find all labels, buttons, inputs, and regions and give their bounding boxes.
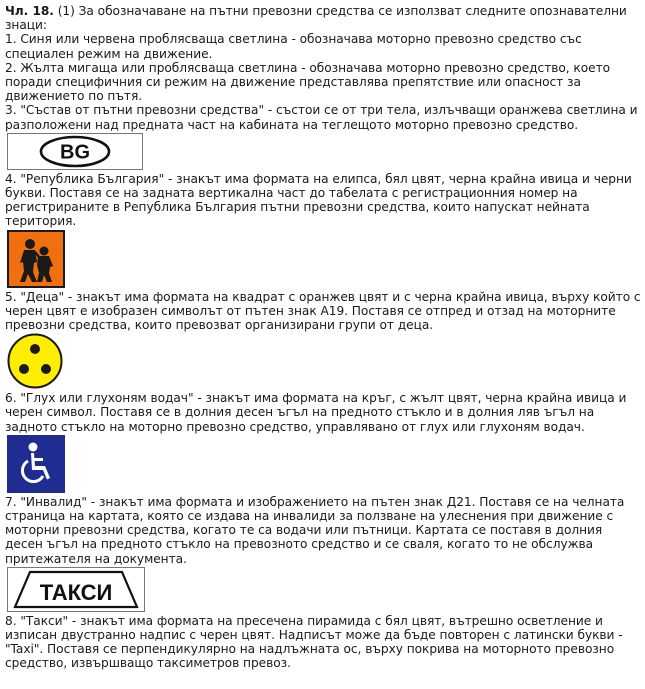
disabled-sign-icon: [7, 435, 65, 493]
item-5-text: 5. "Деца" - знакът има формата на квадрат с оранжев цвят и с черна крайна ивица, върху който с черен цвят е изобразен символът от пътен знак А19. Поставя се отпред и отзад на моторните превозни средства, които превозват организирани групи от деца.: [5, 289, 641, 333]
bg-sign-label: BG: [60, 141, 90, 164]
item-1-text: 1. Синя или червена проблясваща светлина - обозначава моторно превозно средство със специален режим на движение.: [5, 32, 582, 61]
children-sign-container: [7, 230, 641, 288]
bg-oval-sign-icon: [7, 133, 143, 170]
article-document: [5, 4, 641, 671]
children-sign-icon: [7, 230, 65, 288]
article-intro-text: (1) За обозначаване на пътни превозни средства се използват следните опознавателни знаци:: [5, 4, 627, 33]
item-6-text: 6. "Глух или глухоням водач" - знакът има формата на кръг, с жълт цвят, черна крайна ивица и черен символ. Поставя се в долния десен ъгъл на предното стъкло и в долния ляв ъгъл на задното стъкло на моторно превозно средство, управлявано от глух или глухоням водач.: [5, 391, 627, 434]
item-8-text: 8. "Такси" - знакът има формата на пресечена пирамида с бял цвят, вътрешно осветление и изписан двустранно надпис с черен цвят. Надписът може да бъде повторен с латински букви - "Taxi". Поставя се перпендикулярно на надлъжната ос, върху покрива на моторното превозно средство, извършващо таксиметров превоз.: [5, 613, 623, 671]
item-4-text: 4. "Република България" - знакът има формата на елипса, бял цвят, черна крайна ивица и черни букви. Поставя се на задната вертикална част до табелата с регистрационния номер на регистрираните в Република България пътни превозни средства, които напускат нейната територия.: [5, 171, 632, 229]
taxi-sign-icon: [7, 567, 145, 612]
article-number: Чл. 18.: [5, 4, 54, 18]
deaf-sign-container: [7, 333, 641, 389]
item-7-text: 7. "Инвалид" - знакът има формата и изображението на пътен знак Д21. Поставя се на челната страница на картата, която се издава на инвалиди за ползване на улеснения при движение с моторни превозни средства, когато те са водачи или пътници. Картата се поставя в долния десен ъгъл на предното стъкло на превозното средство и се сваля, когато то не обслужва притежателя на документа.: [5, 494, 625, 566]
taxi-sign-container: [7, 567, 641, 612]
item-2-text: 2. Жълта мигаща или проблясваща светлина - обозначава моторно превозно средство, което поради специфичния си режим на движение представлява препятствие или опасност за движението по пътя.: [5, 60, 611, 104]
article-intro-paragraph: [5, 4, 641, 32]
disabled-sign-container: [7, 435, 641, 493]
taxi-sign-label: ТАКСИ: [39, 579, 113, 605]
deaf-driver-sign-icon: [7, 333, 63, 389]
bg-sign-container: [7, 133, 641, 170]
item-3-text: 3. "Състав от пътни превозни средства" - състои се от три тела, излъчващи оранжева светлина и разположени над предната част на кабината на теглещото моторно превозно средство.: [5, 103, 638, 132]
